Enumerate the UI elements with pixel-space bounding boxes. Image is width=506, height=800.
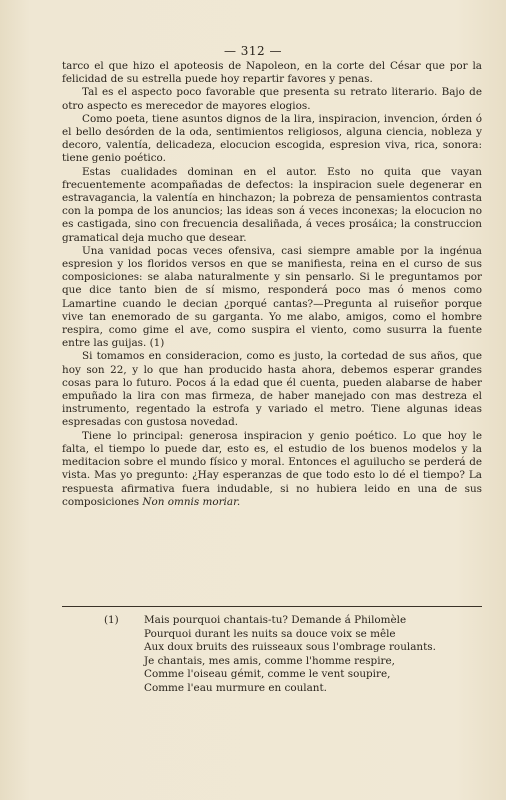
main-text bbox=[62, 60, 482, 509]
paragraph-last bbox=[62, 430, 482, 509]
paragraph: Una vanidad pocas veces ofensiva, casi siempre amable por la ingénua espresion y los floridos versos en que se manifiesta, reina en el curso de sus composiciones: se alaba naturalmente y sin pensarlo. Si le preguntamos por que dice tanto bien de sí mismo, responderá poco mas ó menos como Lamartine cuando le decian ¿porqué cantas?—Pregunta al ruiseñor porque vive tan enemorado de su garganta. Yo me alabo, amigos, como el hombre respira, como gime el ave, como suspira el viento, como susurra la fuente entre las guijas. (1) bbox=[62, 244, 482, 350]
verse-line: Je chantais, mes amis, comme l'homme respire, bbox=[144, 654, 395, 667]
paragraph: Estas cualidades dominan en el autor. Esto no quita que vayan frecuentemente acompañadas de defectos: la inspiracion suele degenerar en estravagancia, la valentía en hinchazon; la pobreza de pensamientos contrasta con la pompa de los anuncios; las ideas son á veces inconexas; la elocucion no es castigada, sino con frecuencia desaliñada, á veces prosáica; la construccion gramatical deja mucho que desear. bbox=[62, 165, 482, 244]
footnote-verse bbox=[144, 614, 464, 696]
paragraph: tarco el que hizo el apoteosis de Napoleon, en la corte del César que por la felicidad de su estrella puede hoy repartir favores y penas. bbox=[62, 60, 482, 86]
verse-line: Pourquoi durant les nuits sa douce voix se mêle bbox=[144, 627, 396, 640]
latin-quote: Non omnis moriar. bbox=[142, 495, 241, 508]
verse-line: Mais pourquoi chantais-tu? Demande á Philomèle bbox=[144, 614, 407, 626]
paragraph: Si tomamos en consideracion, como es justo, la cortedad de sus años, que hoy son 22, y lo que han producido hasta ahora, debemos esperar grandes cosas para lo futuro. Pocos á la edad que él cuenta, pueden alabarse de haber empuñado la lira con mas firmeza, de haber manejado con mas destreza el instrumento, regentado la estrofa y variado el metro. Tiene algunas ideas espresadas con gustosa novedad. bbox=[62, 350, 482, 429]
verse-line: Comme l'oiseau gémit, comme le vent soupire, bbox=[144, 668, 391, 681]
footnote bbox=[104, 614, 464, 696]
paragraph-text: Tiene lo principal: generosa inspiracion y genio poético. Lo que hoy le falta, el tiempo lo puede dar, esto es, el estudio de los buenos modelos y la meditacion sobre el mundo físico y moral. Entonces el aguilucho se perderá de vista. Mas yo pregunto: ¿Hay esperanzas de que todo esto lo dé el tiempo? La respuesta afirmativa fuera indudable, si no hubiera leido en una de sus composiciones bbox=[62, 429, 482, 508]
paragraph: Como poeta, tiene asuntos dignos de la lira, inspiracion, invencion, órden ó el bello desórden de la oda, sentimientos religiosos, alguna ciencia, nobleza y decoro, valentía, delicadeza, elocucion escogida, espresion viva, rica, sonora: tiene genio poético. bbox=[62, 112, 482, 165]
page-number: — 312 — bbox=[223, 44, 283, 58]
footnote-marker: (1) bbox=[104, 614, 119, 626]
verse-line: Comme l'eau murmure en coulant. bbox=[144, 681, 327, 694]
verse-line: Aux doux bruits des ruisseaux sous l'ombrage roulants. bbox=[144, 641, 436, 654]
paragraph: Tal es el aspecto poco favorable que presenta su retrato literario. Bajo de otro aspecto es merecedor de mayores elogios. bbox=[62, 86, 482, 112]
footnote-divider bbox=[62, 606, 482, 607]
